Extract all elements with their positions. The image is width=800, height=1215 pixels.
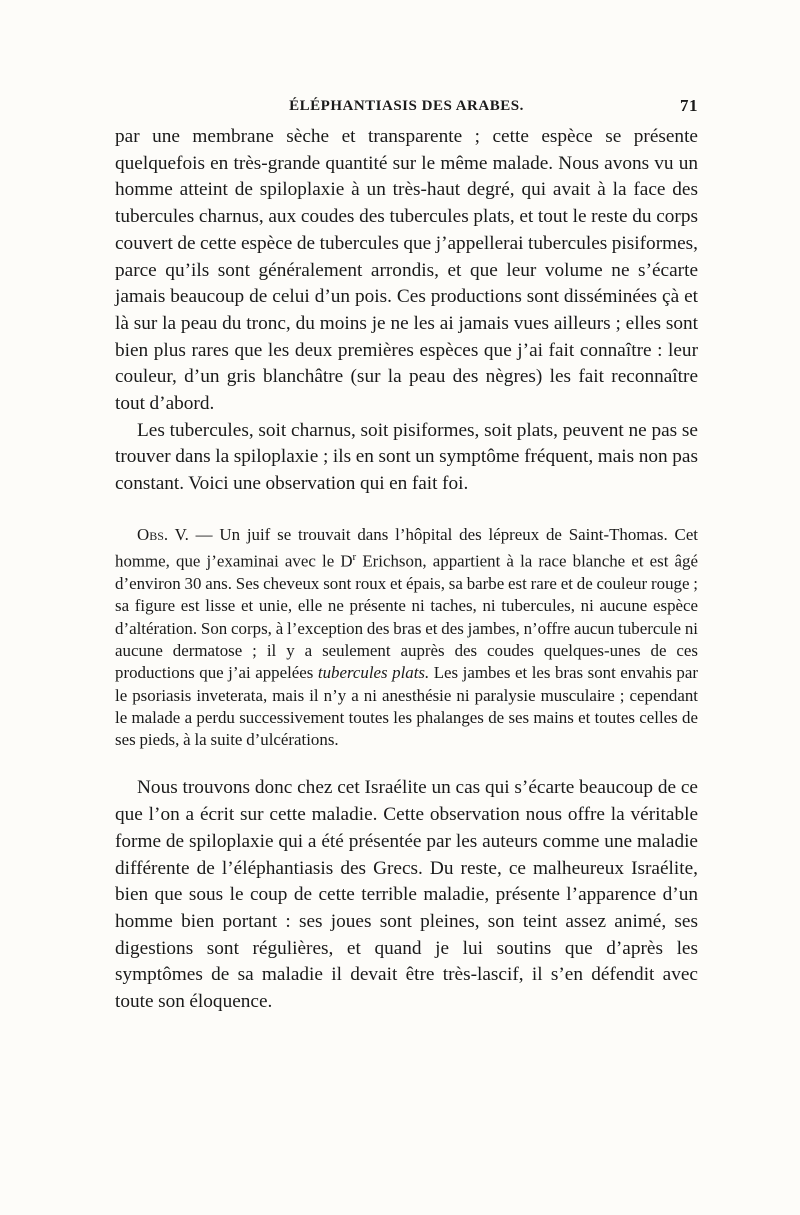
- paragraph-conclusion: Nous trouvons donc chez cet Israélite un cas qui s’écarte beaucoup de ce que l’on a écrit sur cette maladie. Cette observation nous offre la véritable forme de spiloplaxie qui a été présentée par les auteurs comme une maladie différente de l’éléphantiasis des Grecs. Du reste, ce malheureux Israélite, bien que sous le coup de cette terrible maladie, présente l’apparence d’un homme bien portant : ses joues sont pleines, son teint assez animé, ses digestions sont régulières, et quand je lui soutins que d’après les symptômes de sa maladie il devait être très-lascif, il s’en défendit avec toute son éloquence.: [115, 777, 698, 1013]
- observation-text-c: Les jambes et les bras sont envahis par le psoriasis inveterata, mais il n’y a ni anesthésie ni paralysie musculaire ; cependant le malade a perdu successivement toutes les phalanges de ses mains et toutes celles de ses pieds, à la suite d’ulcérations.: [115, 663, 698, 750]
- observation-italic: tubercules plats.: [317, 663, 430, 683]
- observation-label: Obs. V.: [137, 524, 189, 544]
- paragraph-tubercules: Les tubercules, soit charnus, soit pisiformes, soit plats, peuvent ne pas se trouver dans la spiloplaxie ; ils en sont un symptôme fréquent, mais non pas constant. Voici une observation qui en fait foi.: [115, 419, 698, 495]
- observation-v: [115, 524, 698, 752]
- paragraph-continuation: par une membrane sèche et transparente ; cette espèce se présente quelquefois en très-grande quantité sur le même malade. Nous avons vu un homme atteint de spiloplaxie à un très-haut degré, qui avait à la face des tubercules charnus, aux coudes des tubercules plats, et tout le reste du corps couvert de cette espèce de tubercules que j’appellerai tubercules pisiformes, parce qu’ils sont généralement arrondis, et que leur volume ne s’écarte jamais beaucoup de celui d’un pois. Ces productions sont disséminées çà et là sur la peau du tronc, du moins je ne les ai jamais vues ailleurs ; elles sont bien plus rares que les deux premières espèces que j’ai fait connaître : leur couleur, d’un gris blanchâtre (sur la peau des nègres) les fait reconnaître tout d’abord.: [115, 126, 698, 415]
- running-title: ÉLÉPHANTIASIS DES ARABES.: [289, 98, 524, 114]
- running-head: [115, 94, 698, 124]
- observation-text-a: — Un juif se trouvait dans l’hôpital des lépreux de Saint-Thomas. Cet homme, que j’examinai avec le D: [115, 524, 699, 571]
- observation-superscript: r: [352, 551, 357, 564]
- page-number: 71: [680, 96, 698, 115]
- observation-text-b: Erichson, appartient à la race blanche et est âgé d’environ 30 ans. Ses cheveux sont roux et épais, sa barbe est rare et de couleur rouge ; sa figure est lisse et unie, elle ne présente ni taches, ni tubercules, ni aucune espèce d’altération. Son corps, à l’exception des bras et des jambes, n’offre aucun tubercule ni aucune dermatose ; il y a seulement auprès des coudes quelques-unes de ces productions que j’ai appelées: [115, 551, 698, 683]
